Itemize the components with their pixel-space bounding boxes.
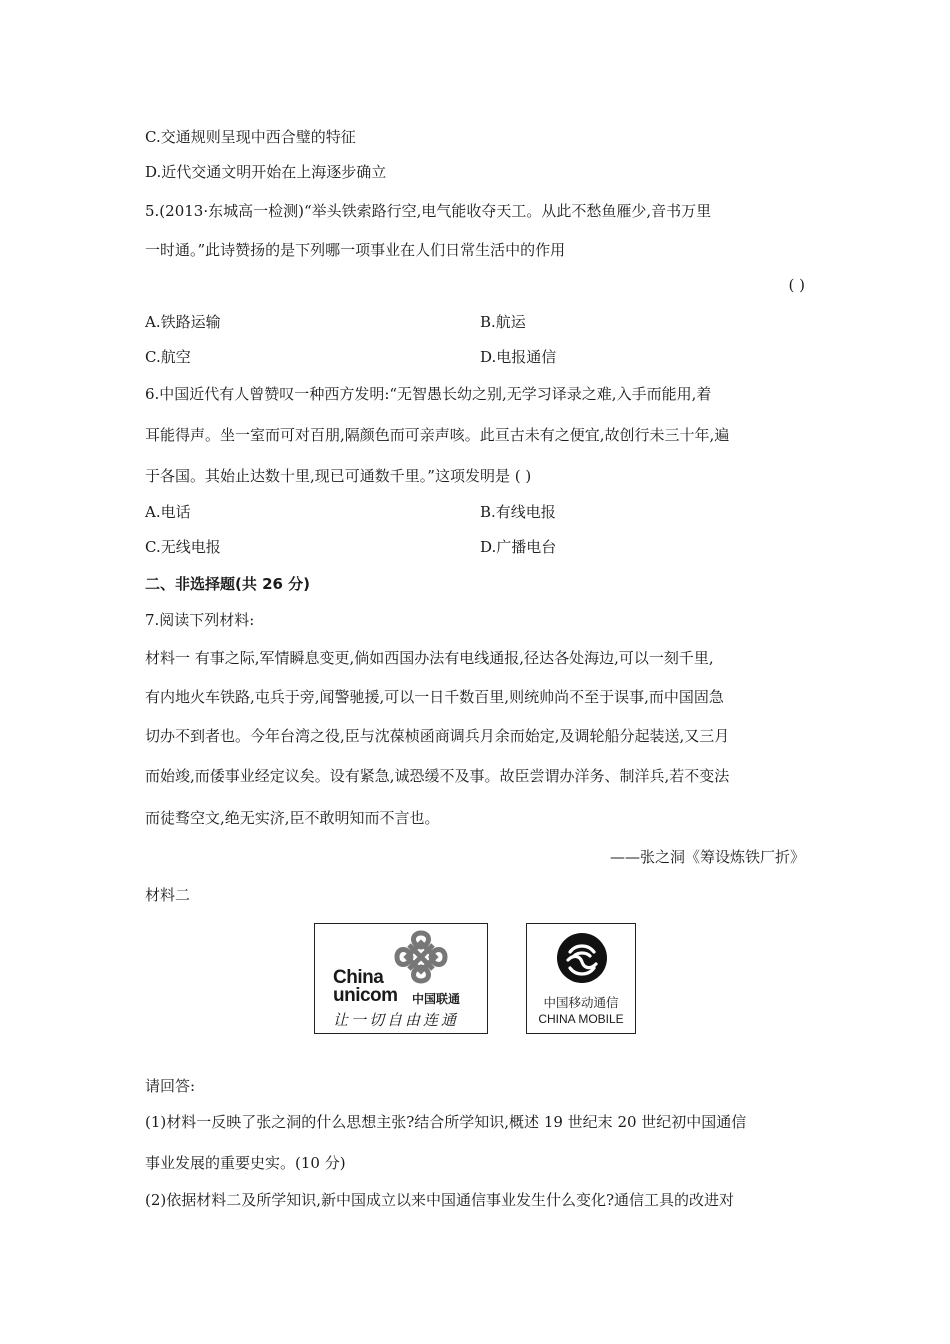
unicom-slogan: 让一切自由连通: [333, 1011, 460, 1029]
question-6-line-3: 于各国。其始止达数十里,现已可通数千里。”这项发明是 ( ): [145, 467, 532, 485]
question-5-option-d: D.电报通信: [480, 348, 557, 366]
question-5-line-1: 5.(2013·东城高一检测)“举头铁索路行空,电气能收夺天工。从此不愁鱼雁少,音书万里: [145, 202, 712, 220]
question-5-option-c: C.航空: [145, 348, 191, 366]
question-6-option-b: B.有线电报: [480, 503, 556, 521]
china-mobile-emblem-icon: [556, 932, 608, 984]
chinese-knot-icon: [393, 929, 449, 985]
section-2-heading: 二、非选择题(共 26 分): [145, 575, 311, 593]
question-6-option-a: A.电话: [145, 503, 191, 521]
sub-question-1-line-2: 事业发展的重要史实。(10 分): [145, 1154, 346, 1172]
question-5-option-a: A.铁路运输: [145, 313, 221, 331]
china-mobile-logo: [526, 923, 636, 1034]
unicom-wordmark: unicom: [333, 985, 398, 1006]
sub-question-2-line-1: (2)依据材料二及所学知识,新中国成立以来中国通信事业发生什么变化?通信工具的改进对: [145, 1191, 735, 1209]
china-unicom-logo: [314, 923, 488, 1034]
mobile-chinese-name: 中国移动通信: [543, 995, 619, 1010]
question-7-intro: 7.阅读下列材料:: [145, 611, 255, 629]
material-1-line-4: 而始竣,而倭事业经定议矣。设有紧急,诚恐缓不及事。故臣尝谓办洋务、制洋兵,若不变法: [145, 767, 730, 785]
material-2-label: 材料二: [145, 886, 191, 904]
answer-prompt: 请回答:: [145, 1077, 196, 1095]
question-6-line-2: 耳能得声。坐一室而可对百朋,隔颜色而可亲声咳。此亘古未有之便宜,故创行未三十年,遍: [145, 426, 730, 444]
sub-question-1-line-1: (1)材料一反映了张之洞的什么思想主张?结合所学知识,概述 19 世纪末 20 世纪初中国通信: [145, 1113, 747, 1131]
material-1-line-3: 切办不到者也。今年台湾之役,臣与沈葆桢函商调兵月余而始定,及调轮船分起装送,又三月: [145, 727, 730, 745]
question-5-line-2: 一时通。”此诗赞扬的是下列哪一项事业在人们日常生活中的作用: [145, 241, 566, 259]
mobile-english-name: CHINA MOBILE: [538, 1012, 624, 1026]
question-5-option-b: B.航运: [480, 313, 526, 331]
material-1-source: ——张之洞《筹设炼铁厂折》: [609, 848, 805, 866]
question-6-option-d: D.广播电台: [480, 538, 557, 556]
question-6-option-c: C.无线电报: [145, 538, 221, 556]
option-d-traffic-civilization: D.近代交通文明开始在上海逐步确立: [145, 163, 387, 181]
unicom-chinese-name: 中国联通: [412, 992, 461, 1006]
option-c-traffic-rules: C.交通规则呈现中西合璧的特征: [145, 128, 356, 146]
material-1-line-2: 有内地火车铁路,屯兵于旁,闻警驰援,可以一日千数百里,则统帅尚不至于误事,而中国固急: [145, 688, 724, 706]
material-1-line-1: 材料一 有事之际,军情瞬息变更,倘如西国办法有电线通报,径达各处海边,可以一刻千里,: [145, 649, 714, 667]
question-6-line-1: 6.中国近代有人曾赞叹一种西方发明:“无智愚长幼之别,无学习译录之难,入手而能用,着: [145, 385, 712, 403]
unicom-china-wordmark: China: [333, 967, 384, 988]
question-5-answer-blank: ( ): [788, 276, 805, 294]
material-1-line-5: 而徒骛空文,绝无实济,臣不敢明知而不言也。: [145, 809, 440, 827]
